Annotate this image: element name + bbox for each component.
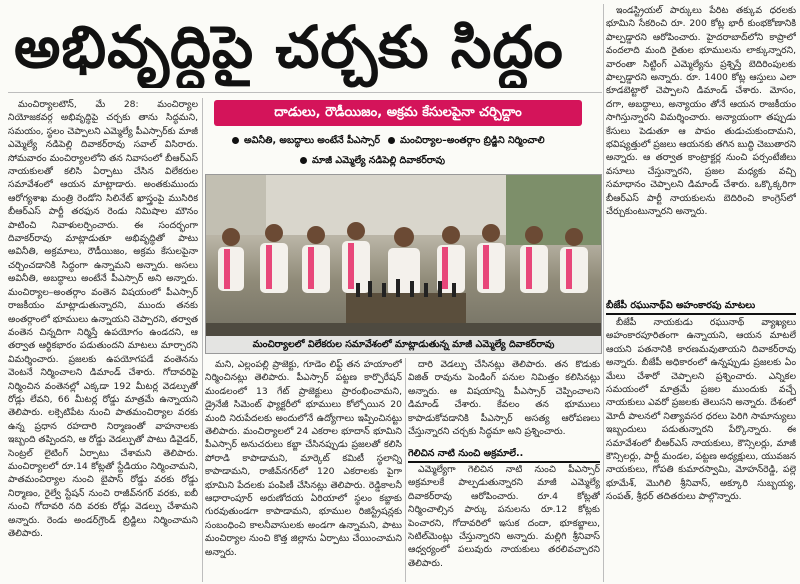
- bullet-icon: [232, 137, 239, 144]
- column-rule: [202, 98, 203, 582]
- article-column: [8, 98, 198, 582]
- article-paragraph: మంచిర్యాలటౌన్, మే 28: మంచిర్యాల నియోజకవర్గ అభివృద్ధిపై చర్చకు తాను సిద్ధమని, సమయం, స్థలం చెప్పాలని ఎమ్మెల్యే పీఎస్సార్‌కు మాజీ ఎమ్మెల్యే నడిపెల్లి దివాకర్‌రావు సవాల్ విసిరారు. సోమవారం మంచిర్యాలలోని తన నివాసంలో బీఆర్ఎస్ నాయకులతో కలిసి ఏర్పాటు చేసిన విలేకరుల సమావేశంలో ఆయన మాట్లాడారు. అంతకుముందు ఆరోగ్యశాఖ మంత్రి రెండోని సిలినేట్ ఖాస్త్రంపై ముసిరిక బీఆర్ఎస్ పార్టీ తరఫున రెండు నిమిషాల మౌనం పాటించి నివాళులర్పించారు. ఈ సందర్భంగా దివాకర్‌రావు మాట్లాడుతూ అభివృద్ధితో పాటు అవినీతి, అక్రమాలు, రౌడీయిజం, అక్రమ కేసులపైనా చర్చించడానికి సిద్ధంగా ఉన్నామని అన్నారు. అసలు అవినీతి, అబద్ధాలు అంటేనే పీఎస్సార్ అని అన్నారు. మంచిర్యాల–అంతర్గాం వంతెన విషయంలో పీఎస్సార్ రాజకీయం మాట్లాడుతున్నారని, ముందు తనకు అంతర్గాంలో భూములు ఉన్నాయని చెప్పారని, తర్వాత వంతెన చిన్నదిగా నిర్మిస్తే ఉపయోగం ఉండదని, ఆ తర్వాత ఆర్థికభారం పడుతుందని మాటలు మార్చారని విమర్శించారు. ప్రజలకు ఉపయోగపడే వంతెనను వెంటనే నిర్మించాలని డిమాండ్ చేశారు. గోదావరిపై నిర్మించిన వంతెనల్లో ఎక్కడా 192 మీటర్ల వెడల్పుతో రోడ్లు లేవని, 66 మీటర్ల రోడ్డు మాత్రమే ఉన్నాయని తెలిపారు. లక్సెటిపేట నుంచి పాతమంచిర్యాల వరకు ఉన్న ప్రధాన రహదారి నిర్మాణంతో వాహనాలకు ఇబ్బంది తప్పిందని, ఆ రోడ్డు వెడల్పుతో పాటు డివైడర్, సెంట్రల్ లైటింగ్ ఏర్పాటు చేశామని తెలిపారు. మంచిర్యాలలో రూ.14 కోట్లతో స్టేడియం నిర్మించామని, పాతమంచిర్యాల నుంచి బైపాస్ రోడ్డు వరకు రోడ్డు నిర్మాణం, రైల్వే స్టేషన్ నుంచి రాజీవ్‌నగర్ వరకు, ఐబీ నుంచి గోదావరి నది వరకు రోడ్లు వెడల్పు చేశామని అన్నారు. రెండు అండర్‌గ్రౌండ్ బ్రిడ్జిలు నిర్మించామని తెలిపారు.: [8, 99, 198, 539]
- press-meet-illustration: [206, 175, 601, 353]
- article-column: [205, 358, 402, 582]
- highlight-text: మాజీ ఎమ్మెల్యే నడిపెల్లి దివాకర్‌రావు: [312, 155, 445, 166]
- highlight-bullet: [232, 133, 382, 149]
- press-meet-photo: [205, 174, 602, 354]
- article-paragraph: బీజేపీ నాయకుడు రఘునాథ్ వ్యాఖ్యలు అహంకారపూరితంగా ఉన్నాయని, ఆయన మాటలే ఆయని పతనానికి కారణమవుతాయని దివాకర్‌రావు అన్నారు. బీజేపీ అధికారంలో ఉన్నప్పుడు ప్రజలకు ఏం మేలు చేశారో చెప్పాలని ప్రశ్నించారు. ఎన్నికల సమయంలో మాత్రమే ప్రజల ముందుకు వచ్చే నాయకులు ఎవరో ప్రజలకు తెలుసని అన్నారు. దేశంలో మోదీ పాలనలో నిత్యావసర ధరలు పెరిగి సామాన్యులు ఇబ్బందులు పడుతున్నారని పేర్కొన్నారు. ఈ సమావేశంలో బీఆర్ఎస్ నాయకులు, కౌన్సిలర్లు, మాజీ కౌన్సిలర్లు, పార్టీ మండల, పట్టణ అధ్యక్షులు, యువజన నాయకులు, గోపతి కుమారస్వామి, మోహన్‌రెడ్డి, పల్లె భూమేశ్, మొగిలి శ్రీనివాస్, అక్కూరి సుబ్బయ్య, సంపత్, శ్రీధర్ తదితరులు పాల్గొన్నారు.: [606, 317, 796, 503]
- highlight-bullet: [300, 153, 500, 169]
- article-column: [606, 4, 796, 298]
- subhead: బీజేపీ రఘునాథ్‌వి అహంకారపు మాటలు: [606, 299, 796, 315]
- column-rule: [405, 358, 406, 582]
- highlight-text: అవినీతి, అబద్ధాలు అంటేనే పీఎస్సార్: [244, 135, 381, 146]
- deck-banner: దాడులు, రౌడీయిజం, అక్రమ కేసులపైనా చర్చిద్దాం: [214, 100, 582, 126]
- highlight-bullet: [388, 133, 593, 149]
- bullet-icon: [300, 157, 307, 164]
- bullet-icon: [388, 137, 395, 144]
- column-rule: [603, 4, 604, 582]
- headline: అభివృద్ధిపై చర్చకు సిద్ధం: [14, 13, 564, 81]
- article-column: [606, 316, 796, 582]
- article-paragraph: మని, ఎల్లంపల్లి ప్రాజెక్టు, గూడెం లిఫ్ట్ తన హయాంలో నిర్మించినట్లు తెలిపారు. పీఎస్సార్ పట్టణ కార్పొరేషన్ మండలంలో 13 గేట్ ప్రాజెక్టులు ప్రారంభించామని, డ్రైనేజీ సిమెంట్ ఫ్యాక్టరీలో భూములు కోల్పోయిన 20 మంది నిరుపేదలకు అందులోనే ఉద్యోగాలు ఇప్పించినట్టు తెలిపారు. మంచిర్యాలలో 24 ఎకరాల భూదాన్ భూమిని పీఎస్సార్ అనుచరులు కబ్జా చేసినప్పుడు ప్రజలతో కలిసి పోరాడి కాపాడామని, మార్కెట్ కమిటీ స్థలాన్ని కాపాడామని, రాజీవ్‌నగర్‌లో 120 ఎకరాలకు పైగా భూమిని పేదలకు పంపిణీ చేసినట్లు తెలిపారు. రెడ్డికాలనీ ఆధారాంపూర్ అరుణోదయ ఏరియాలో స్థలం కబ్జాకు గురవుతుండగా కాపాడామని, భూముల రిజిస్ట్రేషన్లకు సంబంధించి కాలనీవాసులకు అండగా ఉన్నామని, పాటు మంచిర్యాల నుంచి కొత్త జిల్లాను ఏర్పాటు చేయించామని అన్నారు.: [205, 359, 402, 558]
- article-paragraph: ఎమ్మెల్యేగా గెలిచిన నాటి నుంచి పీఎస్సార్ అక్రమాలకే పాల్పడుతున్నారని మాజీ ఎమ్మెల్యే దివాకర్‌రావు ఆరోపించారు. రూ.4 కోట్లతో నిర్మించాల్సిన పార్కు పనులను రూ.12 కోట్లకు పెంచారని, గోదావరిలో ఇసుక దందా, భూకబ్జాలు, సెటిల్‌మెంట్లు చేస్తున్నారని అన్నారు. మల్లిగి శ్రీనివాస్ ఆధ్వర్యంలో పలువురు నాయకులు తరలివచ్చారని తెలిపారు.: [408, 464, 600, 569]
- highlight-text: మంచిర్యాల–అంతర్గాం బ్రిడ్జిని నిర్మించాలి: [400, 135, 545, 146]
- article-paragraph: ఇండస్ట్రియల్ పార్కులు పేరిట తక్కువ ధరలకు భూమిని సేకరించి రూ. 200 కోట్ల భారీ కుంభకోణానికి పాల్పడ్డారని ఆరోపించారు. హైదరాబాద్‌లోని కాప్రాలో వందలాది మంది రైతుల భూములను లాక్కున్నారని, వారంతా సిట్టింగ్ ఎమ్మెల్యేను ప్రశ్నిస్తే బెదిరింపులకు పాల్పడ్డారని అన్నారు. రూ. 1400 కోట్ల ఆస్తులు ఎలా కూడబెట్టారో చెప్పాలని డిమాండ్ చేశారు. మోసం, దగా, అబద్ధాలు, అన్యాయం తోనే ఆయన రాజకీయం సాగిస్తున్నారని విమర్శించారు. అన్యాయంగా తప్పుడు కేసులు పెడుతూ ఆ పాపం తుడుచుకుందామని, భవిష్యత్తులో ప్రజలు ఆయనకు తగిన బుద్ధి చెబుతారని అన్నారు. ఆ తర్వాత కాంట్రాక్టర్ల నుంచి పర్సంటేజీలు వసూలు చేస్తున్నారని, ప్రజల మధ్యకు వచ్చి సమాధానం చెప్పాలని డిమాండ్ చేశారు. ఒక్కొక్కరిగా బీఆర్ఎస్ పార్టీ నాయకులను బెదిరించి కాంగ్రెస్‌లో చేర్చుకుంటున్నారని అన్నారు.: [606, 5, 796, 218]
- subhead: గెలిచిన నాటి నుంచి అక్రమాలే..: [408, 447, 600, 463]
- photo-caption: మంచిర్యాలలో విలేకరుల సమావేశంలో మాట్లాడుతున్న మాజీ ఎమ్మెల్యే దివాకర్‌రావు: [206, 336, 601, 353]
- article-column: [408, 358, 600, 446]
- article-column: [408, 463, 600, 582]
- section-rule: [8, 92, 602, 93]
- article-paragraph: దారి వెడల్పు చేసినట్లు తెలిపారు. తన కొడుకు విజిత్ రావును పెండింగ్ పనుల నిమిత్తం కలిసినట్లు అన్నారు. ఆ విషయాన్ని పీఎస్సార్ చెప్పించాలని డిమాండ్ చేశారు. కేవలం తన భూములు కాపాడుకోవడానికి పీఎస్సార్ అసత్య ఆరోపణలు చేస్తున్నారని చర్చకు సిద్ధమా అని ప్రశ్నించారు.: [408, 359, 600, 438]
